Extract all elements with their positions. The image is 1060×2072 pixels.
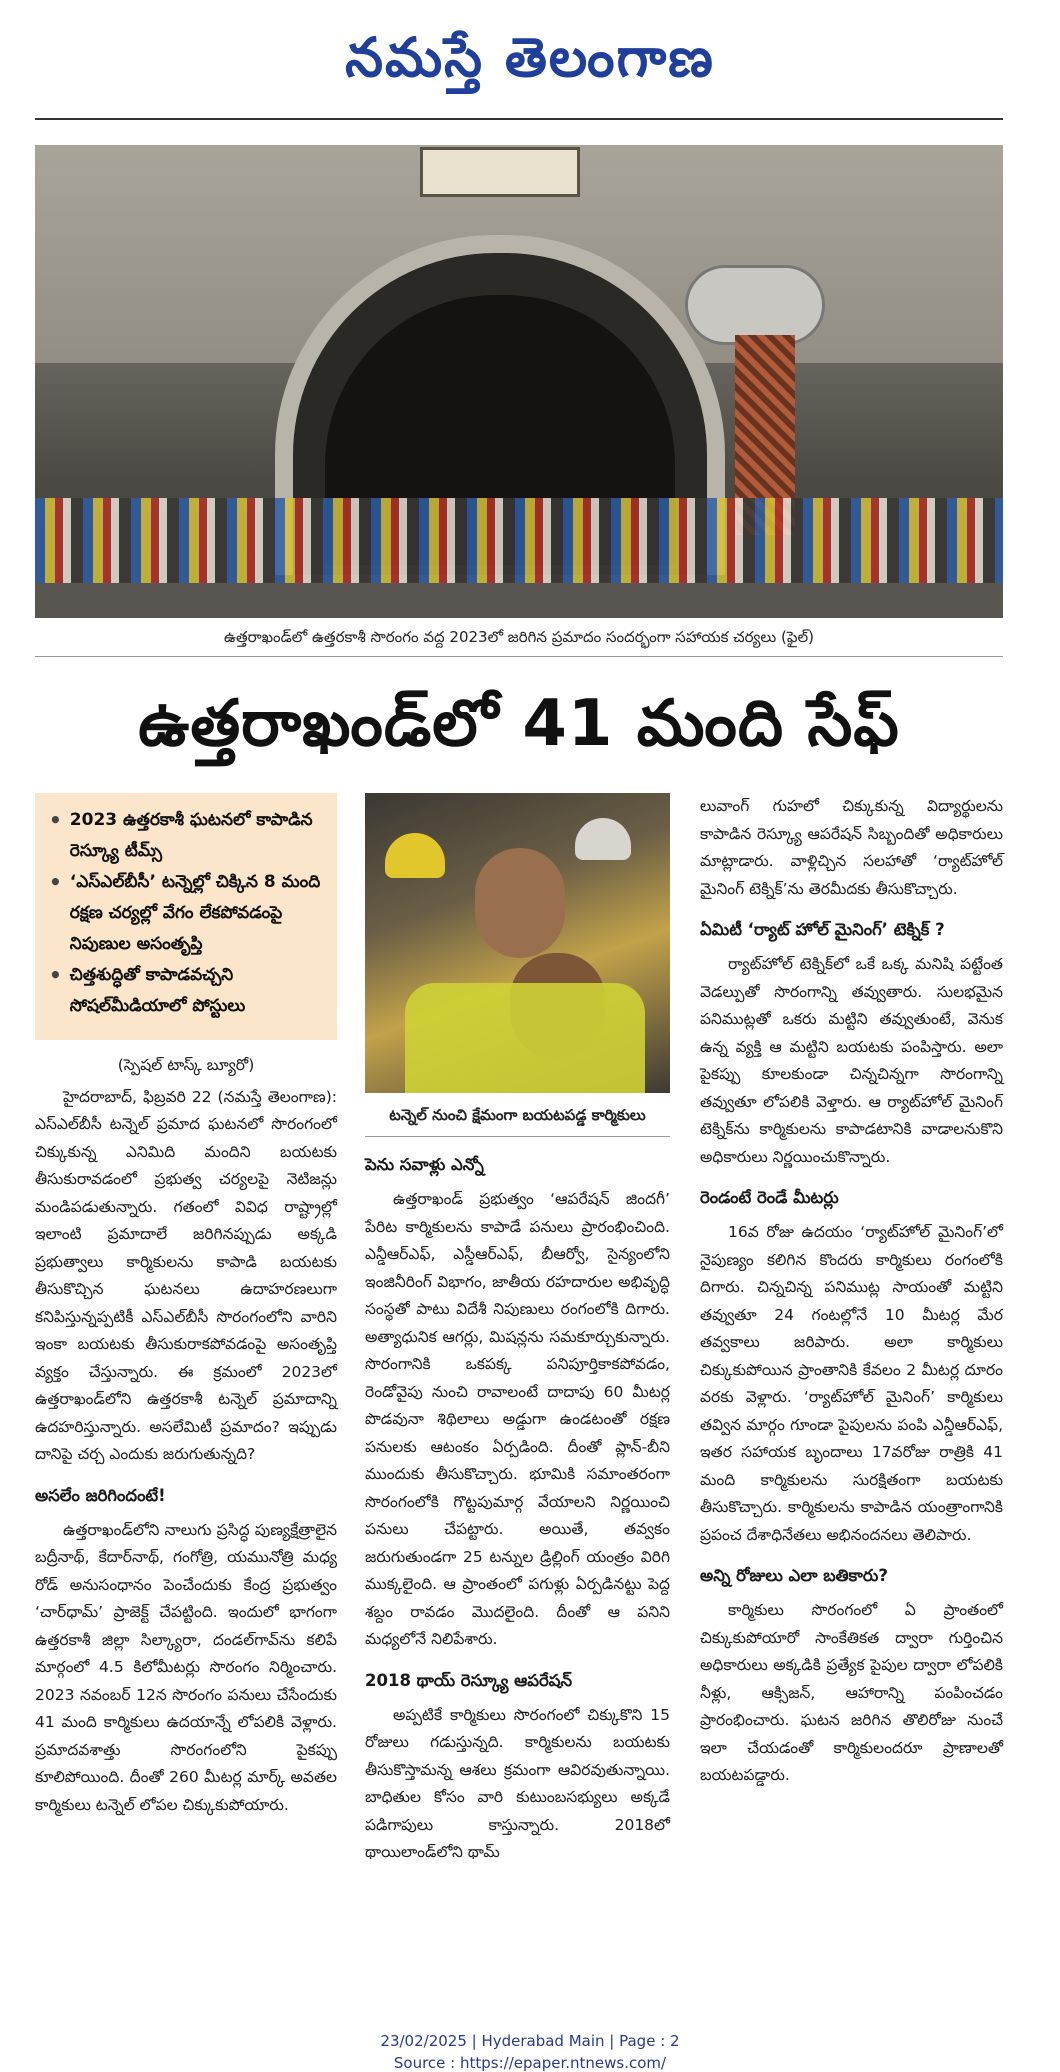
rescued-workers-photo [365,793,670,1093]
subheading: ఏమిటీ ‘ర్యాట్ హోల్ మైనింగ్’ టెక్నిక్ ? [700,920,945,939]
subheading: అన్ని రోజులు ఎలా బతికారు? [700,1566,888,1585]
masthead-divider [35,118,1003,120]
photo-tunnel-signboard [420,147,580,197]
source-link[interactable]: Source : https://epaper.ntnews.com/ [393,2054,667,2072]
page-footer [0,2030,1060,2072]
photo-ground [35,583,1003,618]
workers-photo-caption: టన్నెల్ నుంచి క్షేమంగా బయటపడ్డ కార్మికులు [389,1106,646,1124]
hero-photo-caption: ఉత్తరాఖండ్‌లో ఉత్తరకాశీ సొరంగం వద్ద 2023లో జరిగిన ప్రమాదం సందర్భంగా సహాయక చర్యలు (ఫైల్) [224,628,814,646]
bullet-icon: • [49,963,62,987]
highlight-text: ‘ఎస్‌ఎల్‌బీసీ’ టన్నెల్లో చిక్కిన 8 మంది రక్షణ చర్యల్లో వేగం లేకపోవడంపై నిపుణుల అసంతృప్తి [69,872,321,954]
highlight-text: చిత్తశుద్ధితో కాపాడవచ్చని సోషల్‌మీడియాలో పోస్టులు [69,965,246,1016]
bullet-icon: • [49,870,62,894]
paragraph: హైదరాబాద్, ఫిబ్రవరి 22 (నమస్తే తెలంగాణ): ఎస్‌ఎల్‌బీసీ టన్నెల్ ప్రమాద ఘటనలో సొరంగంలో చిక్కుకున్న ఎనిమిది మందిని బయటకు తీసుకురావడంలో ప్రభుత్వ చర్యలపై నెటిజన్లు మండిపడుతున్నారు. గతంలో వివిధ రాష్ట్రాల్లో ఇలాంటి ప్రమాదాలే జరిగినప్పుడు అక్కడి ప్రభుత్వాలు కార్మికులను కాపాడి బయటకు తీసుకొచ్చిన ఘటనలు ఉదాహరణలుగా కనిపిస్తున్నప్పటికీ ఎస్‌ఎల్‌బీసీ సొరంగంలోని వారిని ఇంకా బయటకు తీసుకురాకపోవడంపై అసంతృప్తి వ్యక్తం చేస్తున్నారు. ఈ క్రమంలో 2023లో ఉత్తరాఖండ్‌లోని ఉత్తరకాశీ టన్నెల్ ప్రమాదాన్ని ఉదహరిస్తున్నారు. అసలేమిటీ ప్రమాదం? ఇప్పుడు దానిపై చర్చ ఎందుకు జరుగుతున్నది? [35,1087,337,1463]
paragraph: లువాంగ్ గుహలో చిక్కుకున్న విద్యార్థులను కాపాడిన రెస్క్యూ ఆపరేషన్ సిబ్బందితో అధికారులు మాట్లాడారు. వాళ్లిచ్చిన సలహాతో ‘ర్యాట్‌హోల్ మైనింగ్ టెక్నిక్’ను తెరమీదకు తీసుకొచ్చారు. [700,797,1003,898]
photo-worker-face [475,848,565,958]
bullet-icon: • [49,808,62,832]
highlights-box [35,793,337,1040]
subheading: 2018 థాయ్ రెస్క్యూ ఆపరేషన్ [365,1670,573,1690]
photo-white-helmet [575,818,631,860]
caption-divider [35,656,1003,657]
paragraph: ఉత్తరాఖండ్‌లోని నాలుగు ప్రసిద్ధ పుణ్యక్షేత్రాలైన బద్రీనాథ్, కేదార్‌నాథ్, గంగోత్రి, యమునోత్రి మధ్య రోడ్ అనుసంధానం పెంచేందుకు కేంద్ర ప్రభుత్వం ‘చార్‌ధామ్’ ప్రాజెక్ట్ చేపట్టింది. ఇందులో భాగంగా ఉత్తరకాశీ జిల్లా సిల్క్యారా, దండల్‌గావ్‌ను కలిపే మార్గంలో 4.5 కిలోమీటర్లు సొరంగం నిర్మించారు. 2023 నవంబర్ 12న సొరంగం పనులు చేసేందుకు 41 మంది కార్మికులు ఉదయాన్నే లోపలికి వెళ్లారు. ప్రమాదవశాత్తు సొరంగంలోని పైకప్పు కూలిపోయింది. దీంతో 260 మీటర్ల మార్క్ అవతల కార్మికులు టన్నెల్ లోపల చిక్కుకుపోయారు. [35,1520,337,1814]
edition-info: 23/02/2025 | Hyderabad Main | Page : 2 [380,2032,680,2050]
article-headline: ఉత్తరాఖండ్‌లో 41 మంది సేఫ్ [138,687,900,761]
paragraph: అప్పటికే కార్మికులు సొరంగంలో చిక్కుకొని 15 రోజులు గడుస్తున్నది. కార్మికులను బయటకు తీసుకొస్తామన్న ఆశలు క్రమంగా ఆవిరవుతున్నాయి. బాధితుల కోసం వారి కుటుంబసభ్యులు అక్కడే పడిగాపులు కాస్తున్నారు. 2018లో థాయిలాండ్‌లోని థామ్ [365,1705,670,1861]
highlight-item [49,867,327,960]
article-column-1 [35,1052,337,1819]
masthead [0,8,1060,108]
paragraph: ఉత్తరాఖండ్ ప్రభుత్వం ‘ఆపరేషన్ జిందగీ’ పేరిట కార్మికులను కాపాడే పనులు ప్రారంభించింది. ఎన్డీఆర్‌ఎఫ్, ఎస్డీఆర్‌ఎఫ్, బీఆర్వో, సైన్యంలోని ఇంజినీరింగ్ విభాగం, జాతీయ రహదారుల అభివృద్ధి సంస్థతో పాటు విదేశీ నిపుణులు రంగంలోకి దిగారు. అత్యాధునిక ఆగర్లు, మిషన్లను సమకూర్చుకున్నారు. సొరంగానికి ఒకపక్క పనిపూర్తికాకపోవడం, రెండోవైపు నుంచి రావాలంటే దాదాపు 60 మీటర్ల పొడవునా శిథిలాలు అడ్డుగా ఉండటంతో రక్షణ పనులకు ఆటంకం ఏర్పడింది. దీంతో ప్లాన్-బీని ముందుకు తీసుకొచ్చారు. భూమికి సమాంతరంగా సొరంగంలోకి గొట్టపుమార్గ వేయాలని నిర్ణయించి పనులు చేపట్టారు. అయితే, తవ్వకం జరుగుతుండగా 25 టన్నుల డ్రిల్లింగ్ యంత్రం విరిగి ముక్కలైంది. ఆ ప్రాంతంలో పగుళ్లు ఏర్పడినట్టు పెద్ద శబ్దం రావడం మొదలైంది. దీంతో ఆ పనిని మధ్యలోనే నిలిపేశారు. [365,1190,670,1648]
highlight-item [49,960,327,1022]
paragraph: కార్మికులు సొరంగంలో ఏ ప్రాంతంలో చిక్కుకుపోయారో సాంకేతికత ద్వారా గుర్తించిన అధికారులు అక్కడికి ప్రత్యేక పైపుల ద్వారా లోపలికి నీళ్లు, ఆక్సిజన్, ఆహారాన్ని పంపించడం ప్రారంభించారు. ఘటన జరిగిన తొలిరోజు నుంచే ఇలా చేయడంతో కార్మికులందరూ ప్రాణాలతో బయటపడ్డారు. [700,1601,1003,1784]
subheading: రెండంటే రెండే మీటర్లు [700,1188,839,1207]
subheading: అసలేం జరిగిందంటే! [35,1485,166,1505]
newspaper-title: నమస్తే తెలంగాణ [345,26,715,89]
article-column-3 [700,793,1003,1790]
photo-yellow-helmet [385,833,445,878]
highlight-text: 2023 ఉత్తరకాశీ ఘటనలో కాపాడిన రెస్క్యూ టీమ్స్ [69,810,313,861]
photo-ventilation-fan [685,265,825,345]
article-column-2 [365,1150,670,1867]
tunnel-rescue-photo [35,145,1003,618]
photo-safety-vest [405,983,645,1093]
highlight-item [49,805,327,867]
subheading: పెను సవాళ్లు ఎన్నో [365,1155,484,1174]
caption-divider [365,1136,670,1137]
paragraph: 16వ రోజు ఉదయం ‘ర్యాట్‌హోల్ మైనింగ్’లో నైపుణ్యం కలిగిన కొందరు కార్మికులు రంగంలోకి దిగారు. చిన్నచిన్న పనిముట్ల సాయంతో మట్టిని తవ్వుతూ 24 గంటల్లోనే 10 మీటర్ల మేర తవ్వకాలు జరిపారు. అలా కార్మికులు చిక్కుకుపోయిన ప్రాంతానికి కేవలం 2 మీటర్ల దూరం వరకు వెళ్లారు. ‘ర్యాట్‌హోల్ మైనింగ్’ కార్మికులు తవ్విన మార్గం గూండా పైపులను పంపి ఎన్డీఆర్‌ఎఫ్, ఇతర సహాయక బృందాలు 17వరోజు రాత్రికి 41 మంది కార్మికులను సురక్షితంగా బయటకు తీసుకొచ్చారు. కార్మికులను కాపాడిన యంత్రాంగానికి ప్రపంచ దేశాధినేతలు అభినందనలు తెలిపారు. [700,1223,1003,1544]
byline: (స్పెషల్ టాస్క్ బ్యూరో) [117,1056,255,1074]
paragraph: ర్యాట్‌హోల్ టెక్నిక్‌లో ఒకే ఒక్క మనిషి పట్టేంత వెడల్పుతో సొరంగాన్ని తవ్వుతారు. సులభమైన పనిముట్లతో ఒకరు మట్టిని తవ్వుతుంటే, వెనుక ఉన్న వ్యక్తి ఆ మట్టిని బయటకు పంపిస్తారు. అలా పైకప్పు కూలకుండా చిన్నచిన్నగా సొరంగాన్ని తవ్వుతూ లోపలికి వెళ్తారు. ఆ ర్యాట్‌హోల్ మైనింగ్ టెక్నిక్‌ను కార్మికులను కాపాడటానికి వాడాలనుకొని అధికారులు నిర్ణయించుకొన్నారు. [700,955,1003,1166]
